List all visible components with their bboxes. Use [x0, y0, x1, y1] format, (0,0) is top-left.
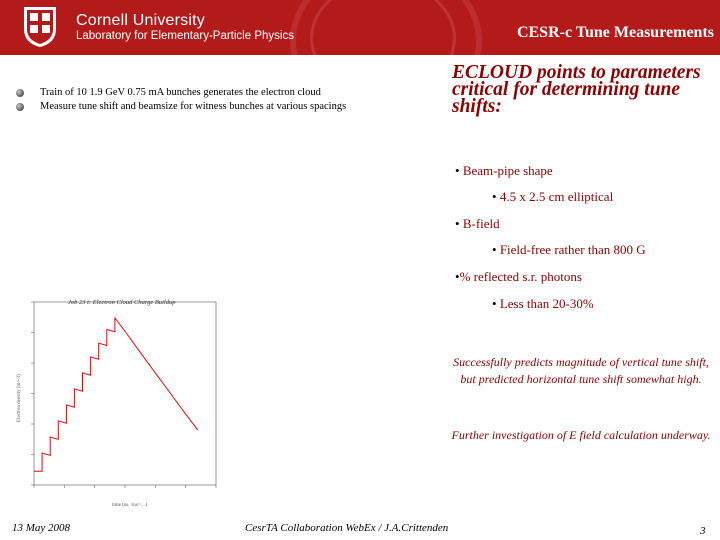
left-bullet-item	[16, 86, 436, 100]
footer-date: 13 May 2008	[12, 522, 71, 534]
ecloud-item: • Beam-pipe shape	[455, 163, 553, 178]
footer-credit: CesrTA Collaboration WebEx / J.A.Crittenden	[245, 522, 449, 534]
chart-ylabel: Electron density (m^-3)	[17, 374, 22, 422]
left-bullet-text: Train of 10 1.9 GeV 0.75 mA bunches generates the electron cloud	[40, 87, 321, 98]
cornell-shield-icon	[22, 5, 58, 49]
left-bullet-item	[16, 100, 436, 114]
ecloud-item: •% reflected s.r. photons	[455, 269, 582, 284]
seal-watermark-inner	[310, 0, 456, 55]
ecloud-buildup-chart	[12, 292, 222, 512]
ecloud-subitem-text: Less than 20-30%	[499, 296, 594, 311]
chart-title: Job 23 t: Electron Cloud Charge Buildup	[68, 299, 176, 306]
ecloud-item-text: % reflected s.r. photons	[459, 269, 582, 284]
university-name: Cornell University	[76, 12, 205, 29]
slide-title: CESR-c Tune Measurements	[516, 24, 714, 41]
result-note: Successfully predicts magnitude of vertical tune shift, but predicted horizontal tune shift somewhat high.	[453, 355, 709, 386]
lab-name: Laboratory for Elementary-Particle Physics	[76, 30, 294, 42]
followup-note: Further investigation of E field calculation underway.	[451, 428, 711, 442]
bullet-icon	[16, 103, 24, 111]
bullet-icon	[16, 89, 24, 97]
ecloud-heading: ECLOUD points to parameters critical for determining tune shifts:	[452, 62, 701, 117]
ecloud-item: • B-field	[455, 216, 500, 231]
left-bullet-text: Measure tune shift and beamsize for witness bunches at various spacings	[40, 101, 347, 112]
ecloud-subitem: • Less than 20-30%	[492, 296, 594, 311]
ecloud-subitem-text: 4.5 x 2.5 cm elliptical	[499, 189, 614, 204]
chart-background	[12, 292, 222, 512]
chart-xlabel: time (ns, 1ns=…)	[112, 503, 148, 508]
ecloud-subitem: • 4.5 x 2.5 cm elliptical	[492, 189, 614, 204]
ecloud-subitem: • Field-free rather than 800 G	[492, 242, 646, 257]
left-bullet-list	[16, 86, 436, 114]
header-banner	[0, 0, 720, 55]
page-number: 3	[700, 525, 706, 537]
ecloud-subitem-text: Field-free rather than 800 G	[499, 242, 646, 257]
ecloud-item-text: B-field	[462, 216, 500, 231]
ecloud-item-text: Beam-pipe shape	[462, 163, 553, 178]
